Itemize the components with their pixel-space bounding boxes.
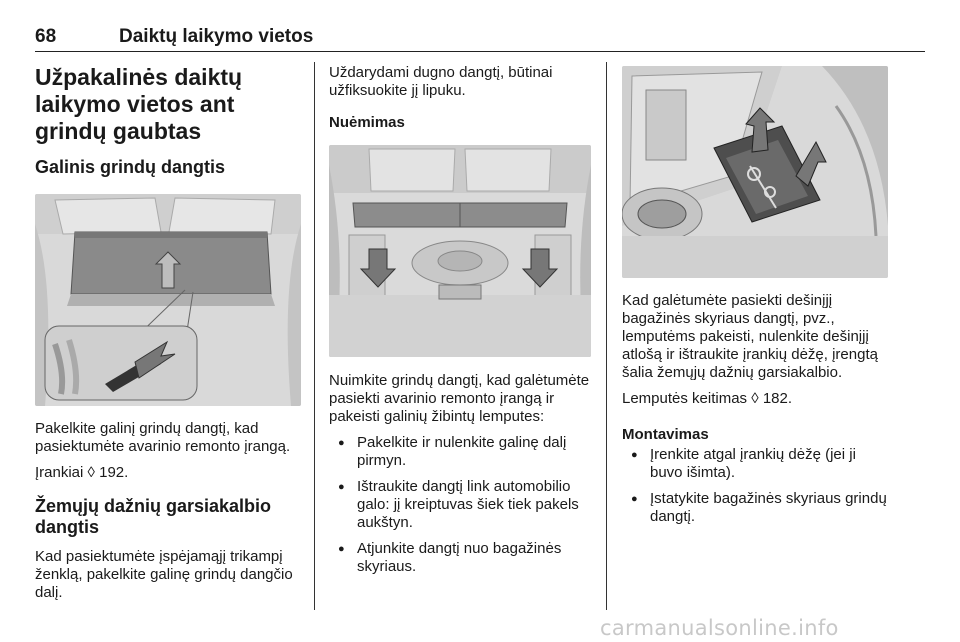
subsection-heading: Galinis grindų dangtis	[35, 157, 226, 177]
cross-reference: Lemputės keitimas ◊ 182.	[622, 390, 793, 407]
paragraph: Nuimkite grindų dangtį, kad galėtumėte pasiekti avarinio remonto įrangą ir pakeisti galinių žibintų lemputes:	[329, 372, 590, 425]
page-reference[interactable]: 182.	[762, 390, 793, 407]
list-item: ● Atjunkite dangtį nuo bagažinės skyriaus.	[329, 540, 591, 576]
subsection-heading: Nuėmimas	[329, 114, 405, 131]
column-divider	[606, 62, 607, 610]
column-3	[622, 58, 888, 526]
reference-arrow-icon: ◊	[87, 464, 95, 481]
running-title: Daiktų laikymo vietos	[119, 26, 314, 47]
reference-arrow-icon: ◊	[751, 390, 759, 407]
page-header	[35, 20, 925, 52]
subsection-heading: Montavimas	[622, 426, 709, 443]
installation-steps-list	[622, 446, 888, 526]
toolbox-removal-illustration	[622, 66, 888, 278]
paragraph: Uždarydami dugno dangtį, būtinai užfiksuokite jį lipuku.	[329, 64, 553, 99]
paragraph: Kad pasiektumėte įspėjamąjį trikampį ženklą, pakelkite galinę grindų dangčio dalį.	[35, 548, 293, 601]
list-item: ● Pakelkite ir nulenkite galinę dalį pirmyn.	[329, 434, 591, 470]
section-heading: Užpakalinės daiktų laikymo vietos ant grindų gaubtas	[35, 64, 243, 144]
paragraph: Kad galėtumėte pasiekti dešinįjį bagažinės skyriaus dangtį, pvz., lemputėms pakeisti, nulenkite dešinįjį atlošą ir ištraukite įrankių dėžę, įrengtą šalia žemųjų dažnių garsiakalbio.	[622, 292, 878, 381]
column-divider	[314, 62, 315, 610]
paragraph: Pakelkite galinį grindų dangtį, kad pasiektumėte avarinio remonto įrangą.	[35, 420, 291, 455]
list-item: ● Įstatykite bagažinės skyriaus grindų dangtį.	[622, 490, 888, 526]
rear-floor-cover-illustration	[35, 194, 301, 406]
floor-cover-removal-illustration	[329, 145, 591, 357]
cross-reference: Įrankiai ◊ 192.	[35, 464, 129, 481]
removal-steps-list	[329, 434, 591, 576]
list-item: ● Įrenkite atgal įrankių dėžę (jei ji buvo išimta).	[622, 446, 888, 482]
list-item: ● Ištraukite dangtį link automobilio galo: jį kreiptuvas šiek tiek pakels aukštyn.	[329, 478, 591, 532]
page-number: 68	[35, 26, 57, 47]
watermark: carmanualsonline.info	[600, 616, 839, 640]
column-1	[35, 58, 301, 602]
subsection-heading: Žemųjų dažnių garsiakalbio dangtis	[35, 496, 272, 537]
page-reference[interactable]: 192.	[99, 464, 129, 481]
column-2	[329, 58, 591, 576]
